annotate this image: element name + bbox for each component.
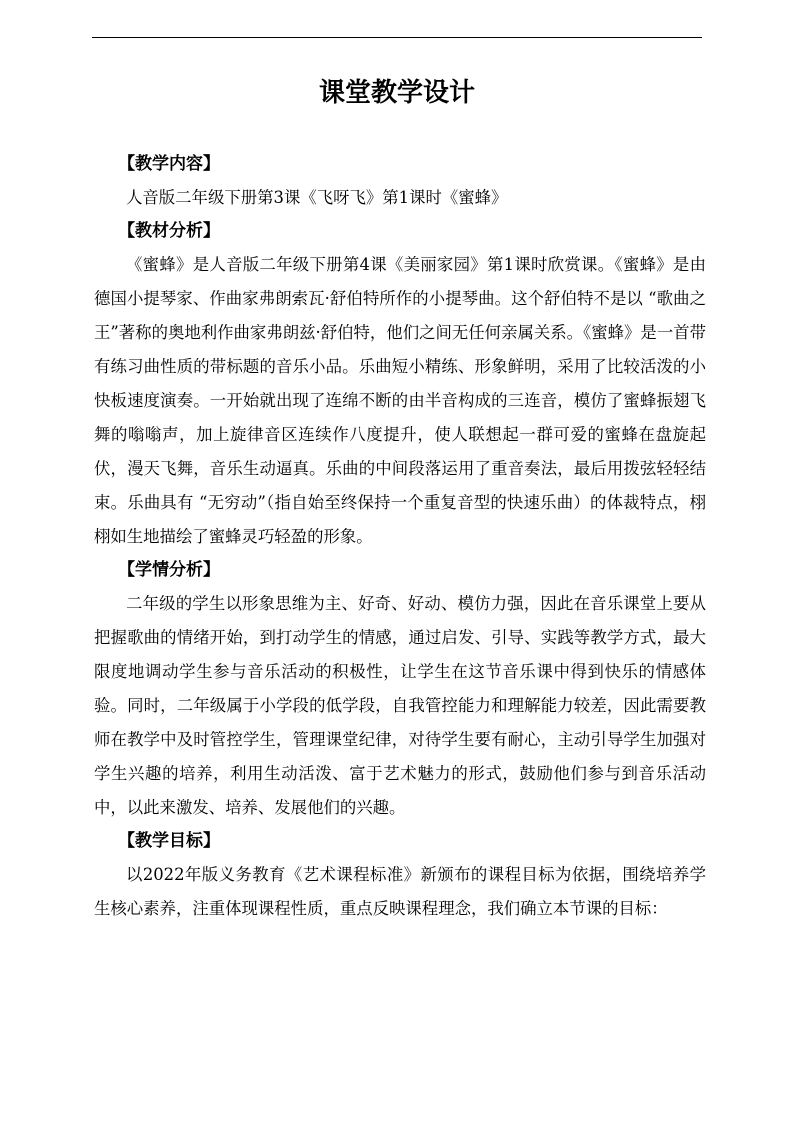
page-title: 课堂教学设计 [318,78,475,108]
section-heading-content: 【教学内容】 [118,154,220,174]
section-body-material: 《蜜蜂》是人音版二年级下册第4课《美丽家园》第1课时欣赏课。《蜜蜂》是由德国小提琴家、作曲家弗朗索瓦·舒伯特所作的小提琴曲。这个舒伯特不是以 “歌曲之王”著称的奥地利作曲家弗朗兹·舒伯特，他们之间无任何亲属关系。《蜜蜂》是一首带有练习曲性质的带标题的音乐小品。乐曲短小精练、形象鲜明，采用了比较活泼的小快板速度演奏。一开始就出现了连绵不断的由半音构成的三连音，模仿了蜜蜂振翅飞舞的嗡嗡声，加上旋律音区连续作八度提升，使人联想起一群可爱的蜜蜂在盘旋起伏，漫天飞舞，音乐生动逼真。乐曲的中间段落运用了重音奏法，最后用拨弦轻轻结束。乐曲具有 “无穷动”（指自始至终保持一个重复音型的快速乐曲）的体裁特点，栩栩如生地描绘了蜜蜂灵巧轻盈的形象。 [94,255,706,546]
section-heading-objectives: 【教学目标】 [118,831,220,851]
section-body-objectives: 以2022年版义务教育《艺术课程标准》新颁布的课程目标为依据，围绕培养学生核心素养，注重体现课程性质，重点反映课程理念，我们确立本节课的目标： [94,865,706,918]
header-rule [92,37,702,38]
section-heading-material: 【教材分析】 [118,221,220,241]
section-body-students: 二年级的学生以形象思维为主、好奇、好动、模仿力强，因此在音乐课堂上要从把握歌曲的情绪开始，到打动学生的情感，通过启发、引导、实践等教学方式，最大限度地调动学生参与音乐活动的积极性，让学生在这节音乐课中得到快乐的情感体验。同时，二年级属于小学段的低学段，自我管控能力和理解能力较差，因此需要教师在教学中及时管控学生，管理课堂纪律，对待学生要有耐心，主动引导学生加强对学生兴趣的培养，利用生动活泼、富于艺术魅力的形式，鼓励他们参与到音乐活动中，以此来激发、培养、发展他们的兴趣。 [94,594,706,817]
section-body-content: 人音版二年级下册第3课《飞呀飞》第1课时《蜜蜂》 [126,188,508,207]
document-body [94,148,706,926]
section-heading-students: 【学情分析】 [118,560,220,580]
